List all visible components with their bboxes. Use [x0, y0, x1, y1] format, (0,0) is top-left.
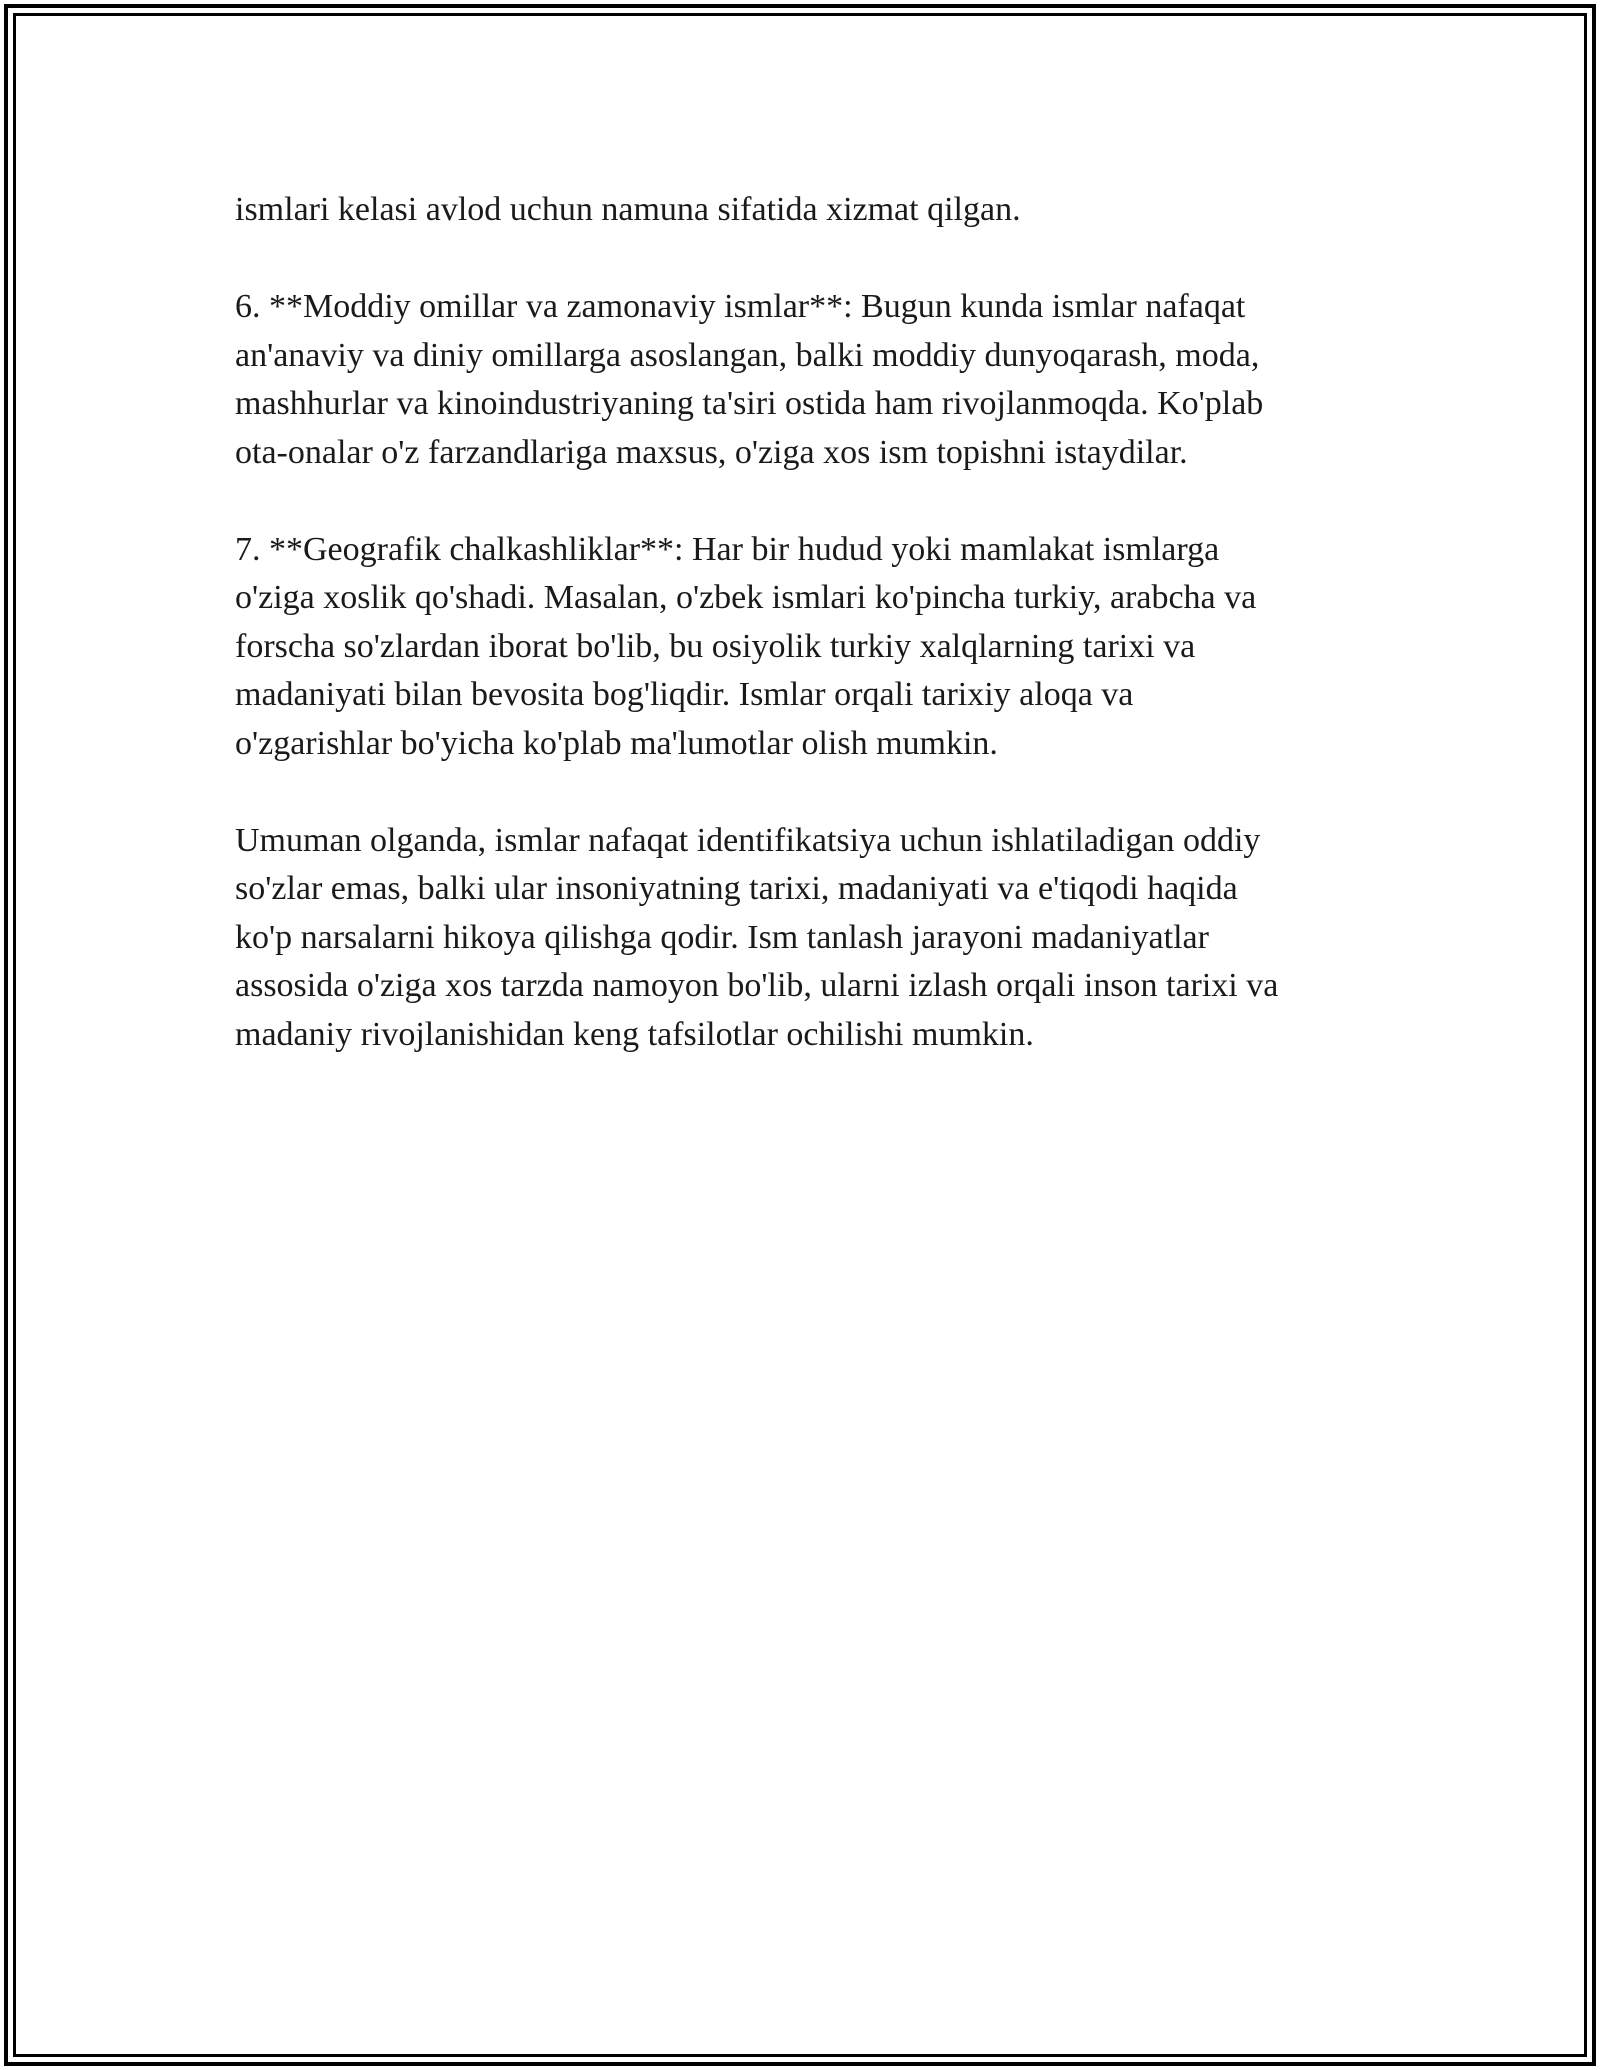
- document-body: [235, 186, 1395, 1108]
- paragraph-item-6: 6. **Moddiy omillar va zamonaviy ismlar**: Bugun kunda ismlar nafaqat an'anaviy va diniy omillarga asoslangan, balki moddiy dunyoqarash, moda, mashhurlar va kinoindustriyaning ta'siri ostida ham rivojlanmoqda. Ko'plab ota-onalar o'z farzandlariga maxsus, o'ziga xos ism topishni istaydilar.: [235, 288, 1264, 471]
- paragraph-item-7: 7. **Geografik chalkashliklar**: Har bir hudud yoki mamlakat ismlarga o'ziga xoslik qo'shadi. Masalan, o'zbek ismlari ko'pincha turkiy, arabcha va forscha so'zlardan iborat bo'lib, bu osiyolik turkiy xalqlarning tarixi va madaniyati bilan bevosita bog'liqdir. Ismlar orqali tarixiy aloqa va o'zgarishlar bo'yicha ko'plab ma'lumotlar olish mumkin.: [235, 530, 1257, 762]
- paragraph-conclusion: Umuman olganda, ismlar nafaqat identifikatsiya uchun ishlatiladigan oddiy so'zlar emas, balki ular insoniyatning tarixi, madaniyati va e'tiqodi haqida ko'p narsalarni hikoya qilishga qodir. Ism tanlash jarayoni madaniyatlar assosida o'ziga xos tarzda namoyon bo'lib, ularni izlash orqali inson tarixi va madaniy rivojlanishidan keng tafsilotlar ochilishi mumkin.: [235, 821, 1279, 1053]
- paragraph-continuation: ismlari kelasi avlod uchun namuna sifatida xizmat qilgan.: [235, 191, 1021, 228]
